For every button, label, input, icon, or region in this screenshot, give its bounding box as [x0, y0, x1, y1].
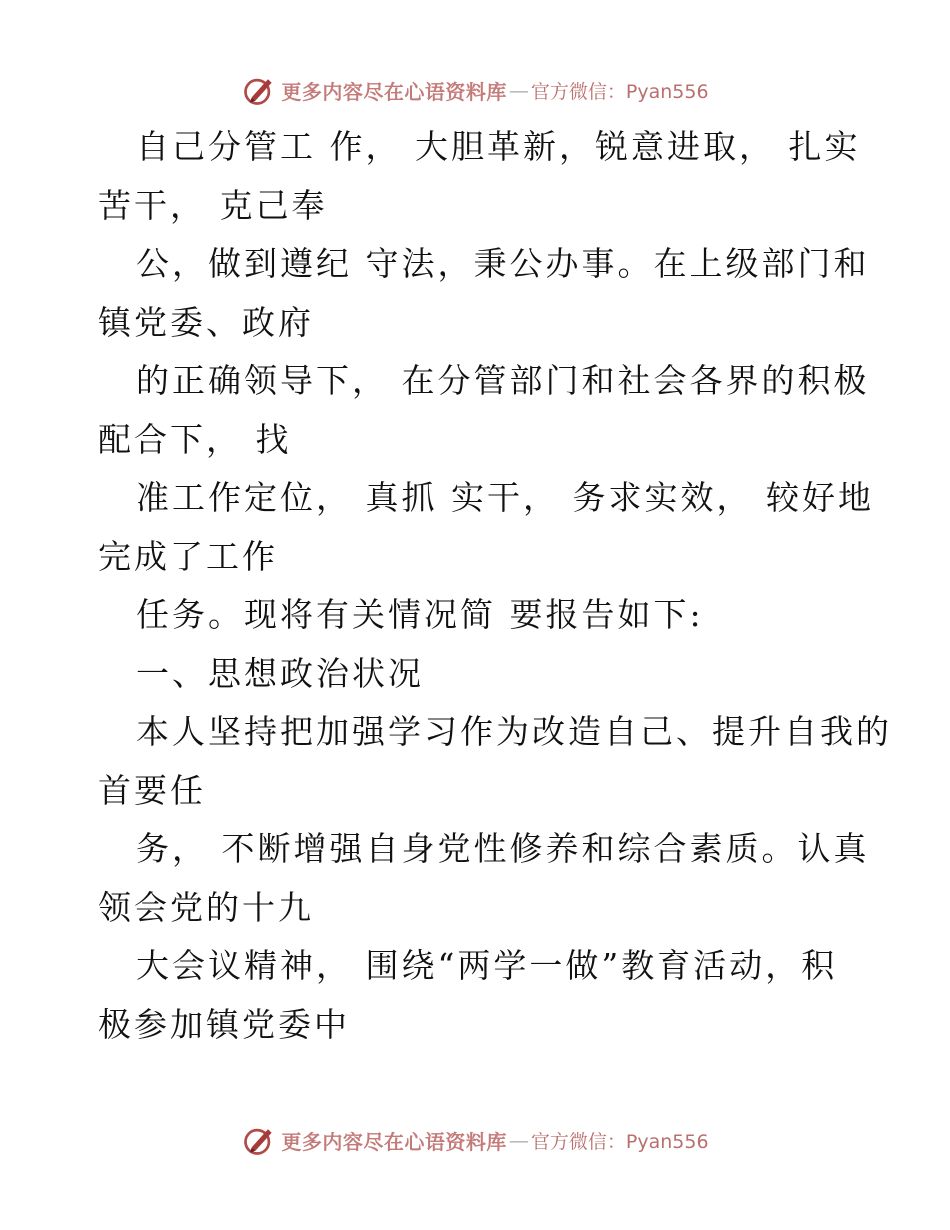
text-line: 务， 不断增强自身党性修养和综合素质。认真: [136, 829, 870, 868]
header-wechat: 官方微信：Pyan556: [530, 80, 709, 103]
footer-banner: [0, 1118, 950, 1162]
header-banner-text: 更多内容尽在心语资料库: [281, 79, 507, 104]
text-line: 的正确领导下， 在分管部门和社会各界的积极: [136, 361, 870, 400]
text-line: 首要任: [98, 770, 206, 810]
footer-wechat: 官方微信：Pyan556: [530, 1130, 709, 1153]
document-body: [98, 118, 892, 1054]
text-line: 准工作定位， 真抓 实干， 务求实效， 较好地: [136, 478, 874, 517]
header-banner: [0, 68, 950, 112]
pen-logo-icon: [241, 1122, 277, 1158]
text-line: 配合下， 找: [98, 419, 292, 459]
header-separator: —: [508, 78, 529, 102]
footer-banner-text: 更多内容尽在心语资料库: [281, 1129, 507, 1154]
text-line: 公，做到遵纪 守法，秉公办事。在上级部门和: [136, 244, 870, 283]
text-line: 领会党的十九: [98, 887, 314, 927]
section-heading: 一、思想政治状况: [136, 653, 424, 693]
pen-logo-icon: [241, 72, 277, 108]
text-line: 大会议精神， 围绕“两学一做”教育活动，积: [136, 946, 838, 985]
text-line: 本人坚持把加强学习作为改造自己、提升自我的: [136, 712, 892, 751]
text-line: 任务。现将有关情况简 要报告如下:: [136, 595, 704, 634]
text-line: 完成了工作: [98, 536, 278, 576]
text-line: 极参加镇党委中: [98, 1004, 350, 1044]
text-line: 镇党委、政府: [98, 302, 314, 342]
text-line: 自己分管工 作， 大胆革新，锐意进取， 扎实: [136, 127, 861, 166]
text-line: 苦干， 克己奉: [98, 185, 328, 225]
footer-separator: —: [508, 1128, 529, 1152]
